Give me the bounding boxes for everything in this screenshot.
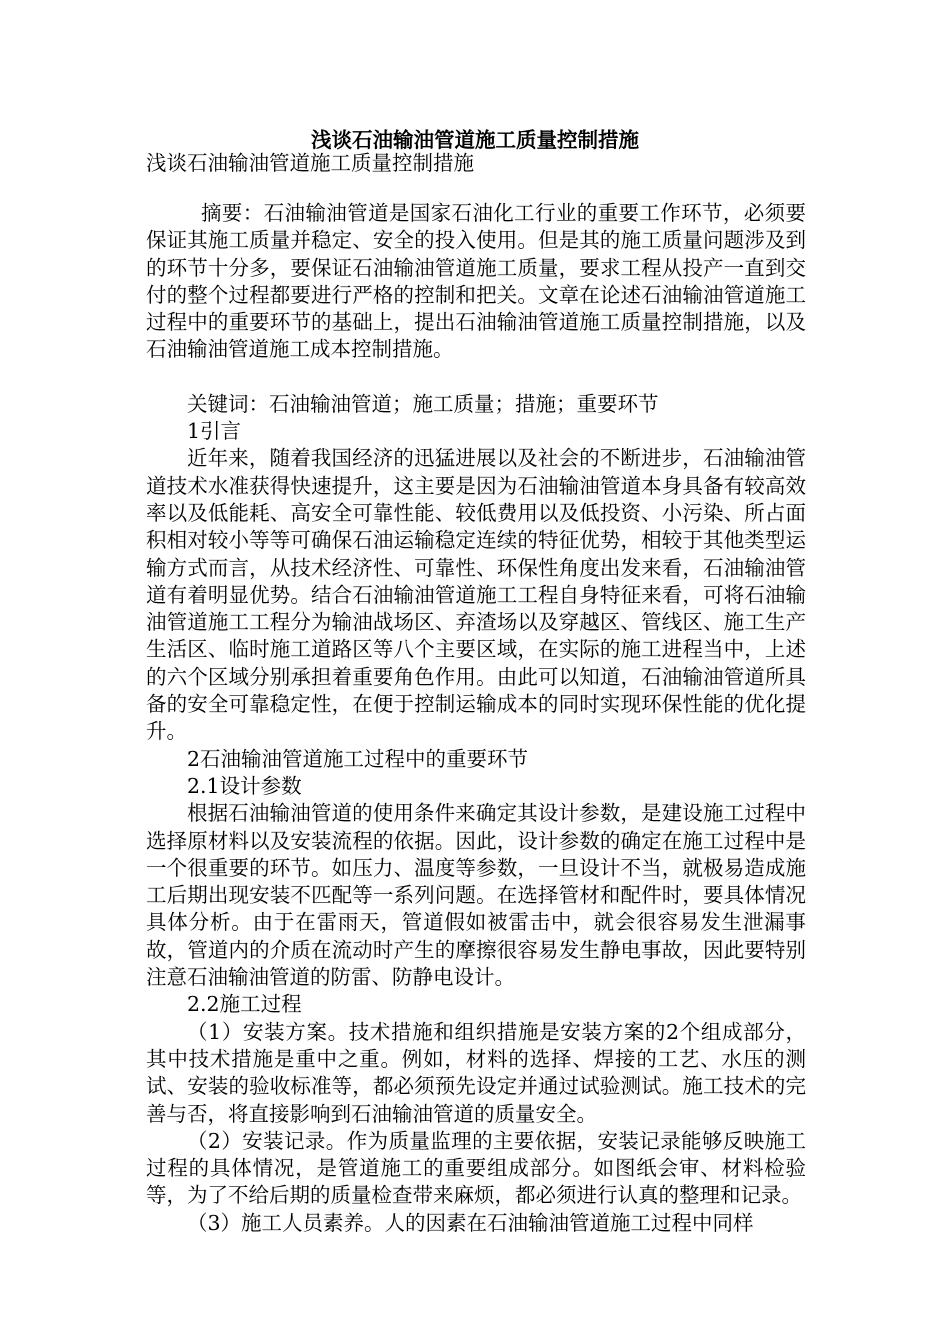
section-2-heading: 2石油输油管道施工过程中的重要环节 (187, 746, 529, 771)
section-1-heading: 1引言 (187, 419, 242, 444)
keywords-line: 关键词：石油输油管道；施工质量；措施；重要环节 (187, 391, 659, 416)
document-title: 浅谈石油输油管道施工质量控制措施 (311, 128, 639, 152)
section-2-2-item-3: （3）施工人员素养。人的因素在石油输油管道施工过程中同样 (187, 1210, 754, 1235)
document-subtitle: 浅谈石油输油管道施工质量控制措施 (146, 151, 474, 175)
section-2-1-paragraph: 根据石油输油管道的使用条件来确定其设计参数，是建设施工过程中选择原材料以及安装流程的依据。因此，设计参数的确定在施工过程中是一个很重要的环节。如压力、温度等参数，一旦设计不当，就极易造成施工后期出现安装不匹配等一系列问题。在选择管材和配件时，要具体情况具体分析。由于在雷雨天，管道假如被雷击中，就会很容易发生泄漏事故，管道内的介质在流动时产生的摩擦很容易发生静电事故，因此要特别注意石油输油管道的防雷、防静电设计。 (146, 801, 806, 990)
document-body (146, 200, 806, 1237)
section-1-paragraph: 近年来，随着我国经济的迅猛进展以及社会的不断进步，石油输油管道技术水准获得快速提升，这主要是因为石油输油管道本身具备有较高效率以及低能耗、高安全可靠性能、较低费用以及低投资、小污染、所占面积相对较小等等可确保石油运输稳定连续的特征优势，相较于其他类型运输方式而言，从技术经济性、可靠性、环保性角度出发来看，石油输油管道有着明显优势。结合石油输油管道施工工程自身特征来看，可将石油输油管道施工工程分为输油战场区、弃渣场以及穿越区、管线区、施工生产生活区、临时施工道路区等八个主要区域，在实际的施工进程当中，上述的六个区域分别承担着重要角色作用。由此可以知道，石油输油管道所具备的安全可靠稳定性，在便于控制运输成本的同时实现环保性能的优化提升。 (146, 446, 806, 744)
section-2-1-heading: 2.1设计参数 (187, 773, 302, 798)
abstract-paragraph: 摘要：石油输油管道是国家石油化工行业的重要工作环节，必须要保证其施工质量并稳定、安全的投入使用。但是其的施工质量问题涉及到的环节十分多，要保证石油输油管道施工质量，要求工程从投产一直到交付的整个过程都要进行严格的控制和把关。文章在论述石油输油管道施工过程中的重要环节的基础上，提出石油输油管道施工质量控制措施，以及石油输油管道施工成本控制措施。 (146, 201, 806, 362)
section-2-2-item-2: （2）安装记录。作为质量监理的主要依据，安装记录能够反映施工过程的具体情况，是管道施工的重要组成部分。如图纸会审、材料检验等，为了不给后期的质量检查带来麻烦，都必须进行认真的整理和记录。 (146, 1128, 806, 1208)
section-2-2-heading: 2.2施工过程 (187, 992, 302, 1017)
section-2-2-item-1: （1）安装方案。技术措施和组织措施是安装方案的2个组成部分，其中技术措施是重中之重。例如，材料的选择、焊接的工艺、水压的测试、安装的验收标准等，都必须预先设定并通过试验测试。施工技术的完善与否，将直接影响到石油输油管道的质量安全。 (146, 1019, 806, 1126)
